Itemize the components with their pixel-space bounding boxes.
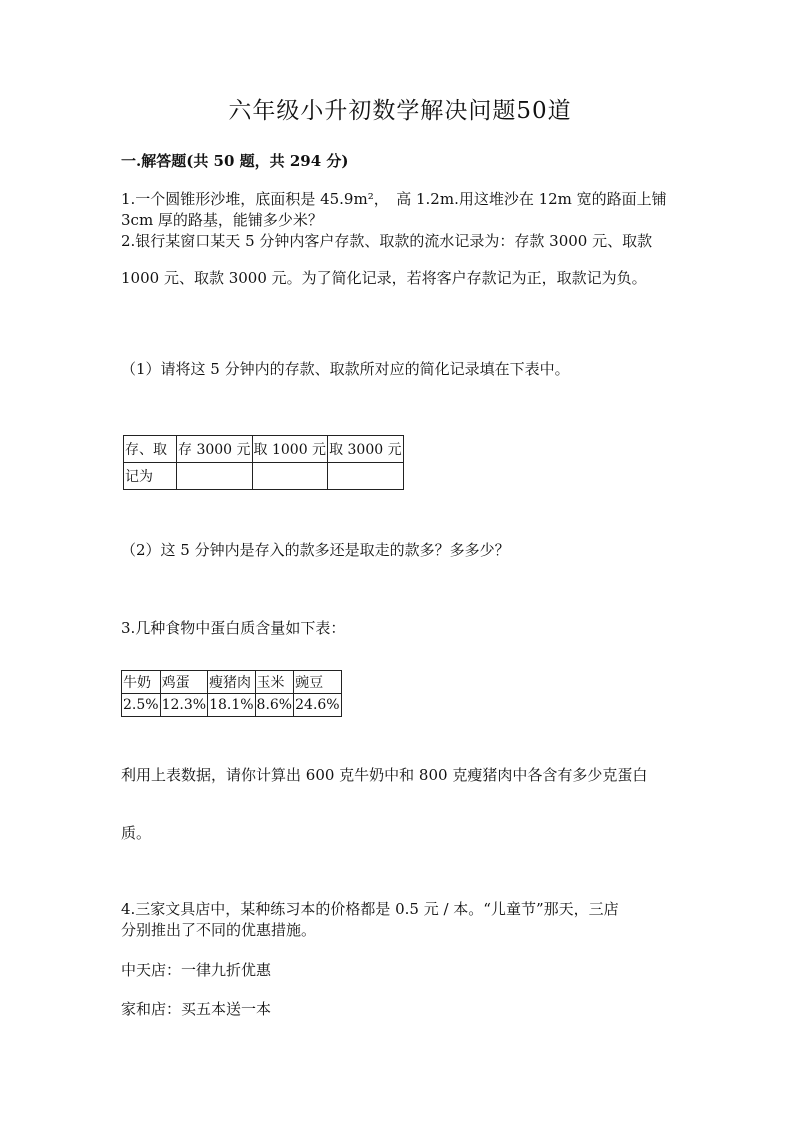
q3-question-line2: 质。: [121, 824, 152, 842]
table-row: [124, 436, 404, 463]
page-title: 六年级小升初数学解决问题50道: [228, 98, 572, 124]
q1-line2: 3cm 厚的路基，能铺多少米？: [121, 211, 323, 229]
table-cell: 鸡蛋: [160, 671, 207, 694]
table-cell: 2.5%: [122, 694, 161, 717]
q4-store-1: 中天店：一律九折优惠: [121, 961, 272, 979]
section-heading: 一.解答题(共 50 题，共 294 分): [121, 152, 349, 170]
deposit-withdraw-table: [123, 435, 404, 490]
q1-line1: 1.一个圆锥形沙堆，底面积是 45.9m²， 高 1.2m.用这堆沙在 12m 宽的路面上铺: [121, 190, 667, 208]
q2-line2: 1000 元、取款 3000 元。为了简化记录，若将客户存款记为正，取款记为负。: [121, 269, 647, 287]
q2-sub-question-1: （1）请将这 5 分钟内的存款、取款所对应的简化记录填在下表中。: [121, 360, 570, 378]
answer-cell[interactable]: [252, 463, 328, 490]
q3-question-line1: 利用上表数据，请你计算出 600 克牛奶中和 800 克瘦猪肉中各含有多少克蛋白: [121, 766, 648, 784]
table-cell: 瘦猪肉: [208, 671, 255, 694]
table-cell: 玉米: [255, 671, 294, 694]
table-cell: 12.3%: [160, 694, 207, 717]
q2-sub-question-2: （2）这 5 分钟内是存入的款多还是取走的款多？多多少？: [121, 541, 510, 559]
table-cell: 8.6%: [255, 694, 294, 717]
table-cell: 取 1000 元: [252, 436, 328, 463]
answer-cell[interactable]: [177, 463, 253, 490]
table-cell: 取 3000 元: [328, 436, 404, 463]
table-cell: 牛奶: [122, 671, 161, 694]
table-cell: 存 3000 元: [177, 436, 253, 463]
table-row: [122, 671, 342, 694]
protein-table: [121, 670, 342, 717]
table-cell: 24.6%: [294, 694, 341, 717]
q4-store-2: 家和店：买五本送一本: [121, 1000, 272, 1018]
answer-cell[interactable]: [328, 463, 404, 490]
q3-intro: 3.几种食物中蛋白质含量如下表：: [121, 619, 346, 637]
q4-line1: 4.三家文具店中，某种练习本的价格都是 0.5 元 / 本。“儿童节”那天，三店: [121, 900, 619, 918]
q4-line2: 分别推出了不同的优惠措施。: [121, 921, 317, 939]
table-cell: 记为: [124, 463, 177, 490]
q2-line1: 2.银行某窗口某天 5 分钟内客户存款、取款的流水记录为：存款 3000 元、取款: [121, 232, 653, 250]
table-row: [124, 463, 404, 490]
table-cell: 存、取: [124, 436, 177, 463]
table-row: [122, 694, 342, 717]
table-cell: 18.1%: [208, 694, 255, 717]
table-cell: 豌豆: [294, 671, 341, 694]
